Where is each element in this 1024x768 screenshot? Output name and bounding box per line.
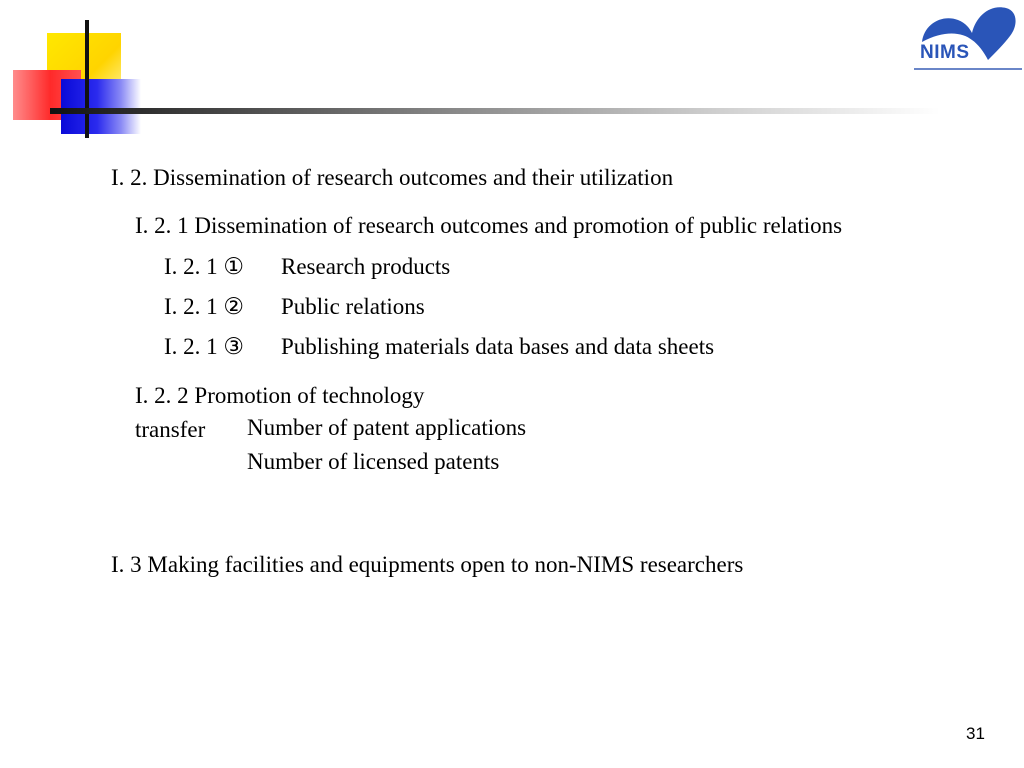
item-label: Publishing materials data bases and data sheets (281, 334, 715, 359)
item-code: I. 2. 1 ② (164, 294, 245, 319)
decor-vertical-line (85, 20, 89, 138)
logo-underline (914, 68, 1022, 70)
page-number: 31 (966, 724, 985, 743)
list-item (164, 293, 425, 321)
subsection-title-2-line1: I. 2. 2 Promotion of technology (135, 383, 425, 408)
subsection-title-1: I. 2. 1 Dissemination of research outcomes and promotion of public relations (135, 213, 843, 238)
logo-text: NIMS (920, 42, 970, 63)
section-heading: I. 2. Dissemination of research outcomes and their utilization (111, 165, 674, 190)
list-item: Number of licensed patents (247, 449, 500, 474)
decor-horizontal-line (50, 108, 940, 114)
list-item (164, 253, 450, 281)
item-label: Public relations (281, 294, 425, 319)
list-item (164, 333, 714, 361)
decor-blue-square (61, 79, 141, 134)
item-code: I. 2. 1 ③ (164, 334, 245, 359)
item-label: Research products (281, 254, 451, 279)
subsection-title-2-line2: transfer (135, 417, 206, 442)
section3-heading: I. 3 Making facilities and equipments open to non-NIMS researchers (111, 552, 744, 577)
item-code: I. 2. 1 ① (164, 254, 245, 279)
list-item: Number of patent applications (247, 415, 527, 440)
